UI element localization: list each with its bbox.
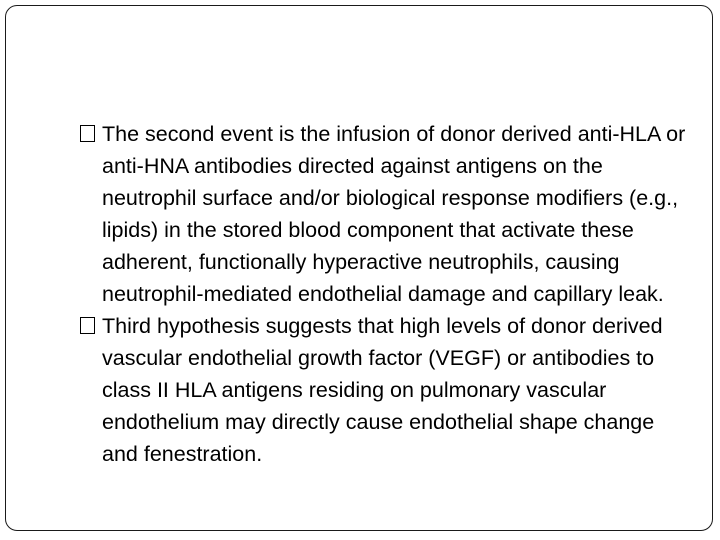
bullet-item xyxy=(80,310,692,470)
bullet-text: Third hypothesis suggests that high levels of donor derived vascular endothelial growth factor (VEGF) or antibodies to class II HLA antigens residing on pulmonary vascular endothelium may directly cause endothelial shape change and fenestration. xyxy=(102,314,663,466)
slide-content xyxy=(80,118,692,470)
square-bullet-icon xyxy=(80,317,95,334)
square-bullet-icon xyxy=(80,125,95,142)
bullet-text: The second event is the infusion of donor derived anti-HLA or anti-HNA antibodies directed against antigens on the neutrophil surface and/or biological response modifiers (e.g., lipids) in the stored blood component that activate these adherent, functionally hyperactive neutrophils, causing neutrophil-mediated endothelial damage and capillary leak. xyxy=(102,122,686,306)
bullet-item xyxy=(80,118,692,310)
